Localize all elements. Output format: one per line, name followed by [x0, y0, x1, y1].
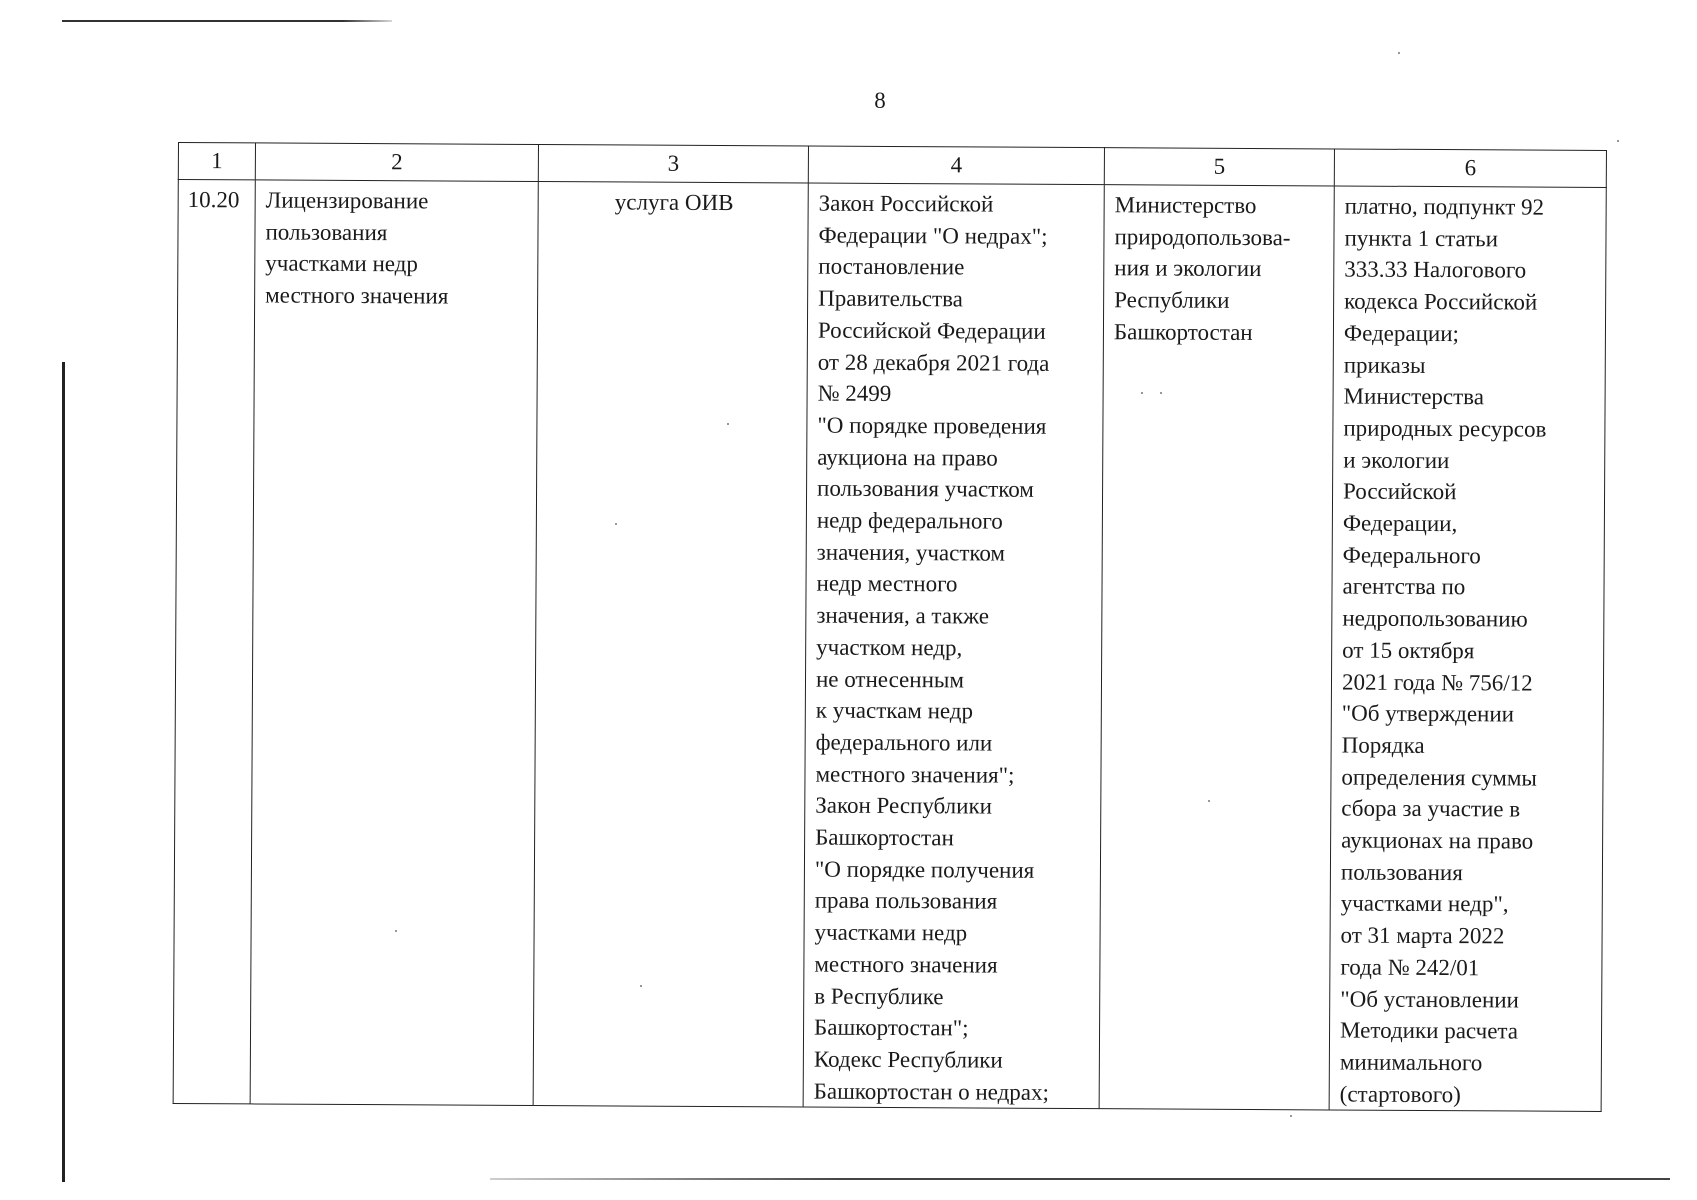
payment-line: пункта 1 статьи	[1344, 225, 1499, 252]
legal-basis-cell	[803, 183, 1104, 1109]
payment-line: 2021 года № 756/12	[1341, 669, 1533, 696]
scan-edge-line-top	[62, 20, 392, 22]
authority	[1104, 185, 1334, 349]
page-number: 8	[874, 88, 886, 113]
legal-basis-line: Закон Республики	[815, 792, 993, 819]
legal-basis-line: местного значения";	[815, 761, 1015, 788]
service-type-cell	[533, 182, 808, 1108]
legal-basis-line: не отнесенным	[815, 666, 965, 692]
service-name-line: Лицензирование	[265, 187, 429, 214]
payment-line: агентства по	[1342, 573, 1466, 600]
payment-line: аукционах на право	[1341, 827, 1534, 854]
scan-edge-line-left	[62, 362, 65, 1182]
legal-basis-line: права пользования	[814, 888, 998, 915]
legal-basis-line: "О порядке получения	[814, 856, 1035, 883]
legal-basis-line: № 2499	[817, 380, 892, 407]
authority-line: Республики	[1114, 287, 1230, 313]
services-table	[173, 142, 1607, 1112]
payment-line: платно, подпункт 92	[1344, 193, 1545, 220]
column-number-header: 3	[538, 145, 808, 184]
legal-basis-line: аукциона на право	[817, 444, 998, 471]
payment-line: Министерства	[1343, 383, 1485, 410]
legal-basis-line: Башкортостан	[815, 824, 954, 851]
payment-line: 333.33 Налогового	[1344, 256, 1527, 283]
payment-line: от 31 марта 2022	[1340, 922, 1505, 949]
legal-basis-line: Закон Российской	[818, 190, 994, 217]
service-name	[255, 180, 538, 312]
payment-line: Российской	[1342, 478, 1457, 505]
authority-line: ния и экологии	[1114, 255, 1262, 282]
legal-basis-line: значения, а также	[816, 602, 990, 629]
payment-line: "Об установлении	[1340, 986, 1519, 1013]
payment-line: Федерации,	[1342, 510, 1458, 537]
scan-edge-line-bottom	[490, 1178, 1670, 1180]
legal-basis-line: федерального или	[815, 729, 993, 756]
payment-line: сбора за участие в	[1341, 795, 1521, 822]
column-number-header: 1	[178, 143, 255, 180]
service-name-line: пользования	[265, 219, 388, 245]
column-number-header: 5	[1104, 148, 1334, 186]
legal-basis-line: Правительства	[818, 285, 963, 312]
payment-line: от 15 октября	[1342, 637, 1475, 664]
service-name-cell	[250, 180, 538, 1106]
payment-line: Федерального	[1342, 542, 1481, 569]
legal-basis-line: участками недр	[814, 919, 968, 946]
payment-line: приказы	[1343, 352, 1426, 378]
legal-basis	[804, 184, 1104, 1109]
legal-basis-line: недр местного	[816, 571, 958, 597]
legal-basis-line: Федерации "О недрах";	[818, 222, 1048, 249]
payment-line: участками недр",	[1340, 890, 1509, 917]
payment-line: Методики расчета	[1339, 1017, 1519, 1044]
legal-basis-line: в Республике	[814, 983, 944, 1009]
payment-line: природных ресурсов	[1343, 415, 1547, 442]
payment-line: кодекса Российской	[1344, 288, 1538, 315]
service-name-line: участками недр	[265, 250, 419, 277]
legal-basis-line: постановление	[818, 253, 965, 280]
column-number-header: 6	[1334, 149, 1606, 188]
legal-basis-line: Башкортостан";	[813, 1014, 969, 1041]
payment-line: Порядка	[1341, 732, 1425, 758]
payment-line: определения суммы	[1341, 764, 1537, 791]
legal-basis-line: Башкортостан о недрах;	[813, 1078, 1050, 1105]
payment-line: "Об утверждении	[1341, 700, 1515, 727]
payment	[1330, 186, 1606, 1111]
scan-speck	[1290, 1115, 1292, 1117]
scan-speck	[1398, 52, 1400, 54]
row-number-cell	[173, 180, 255, 1105]
payment-line: и экологии	[1343, 447, 1450, 473]
authority-line: Министерство	[1114, 192, 1257, 219]
payment-line: года № 242/01	[1340, 954, 1480, 981]
legal-basis-line: пользования участком	[817, 475, 1034, 503]
service-name-line: местного значения	[265, 282, 449, 309]
authority-line: Башкортостан	[1113, 319, 1253, 345]
payment-line: пользования	[1340, 859, 1463, 885]
scan-speck	[1617, 140, 1619, 142]
legal-basis-line: "О порядке проведения	[817, 412, 1047, 439]
legal-basis-line: местного значения	[814, 951, 998, 978]
payment-cell	[1329, 186, 1606, 1112]
legal-basis-line: к участкам недр	[815, 697, 974, 724]
payment-line: Федерации;	[1343, 320, 1460, 346]
legal-basis-line: участком недр,	[816, 634, 963, 661]
authority-line: природопользова-	[1114, 223, 1291, 250]
column-number-header: 4	[808, 146, 1104, 185]
row-number: 10.20	[187, 187, 240, 213]
payment-line: недропользованию	[1342, 605, 1528, 632]
legal-basis-line: значения, участком	[816, 539, 1006, 566]
payment-line: минимального	[1339, 1049, 1483, 1076]
payment-line: (стартового)	[1339, 1081, 1461, 1107]
legal-basis-line: Кодекс Республики	[813, 1046, 1003, 1073]
column-number-header: 2	[255, 143, 538, 182]
legal-basis-line: недр федерального	[816, 507, 1003, 534]
legal-basis-line: от 28 декабря 2021 года	[817, 349, 1050, 376]
legal-basis-line: Российской Федерации	[817, 317, 1046, 344]
service-type: услуга ОИВ	[614, 189, 734, 216]
table-row	[173, 180, 1606, 1112]
authority-cell	[1099, 185, 1334, 1111]
